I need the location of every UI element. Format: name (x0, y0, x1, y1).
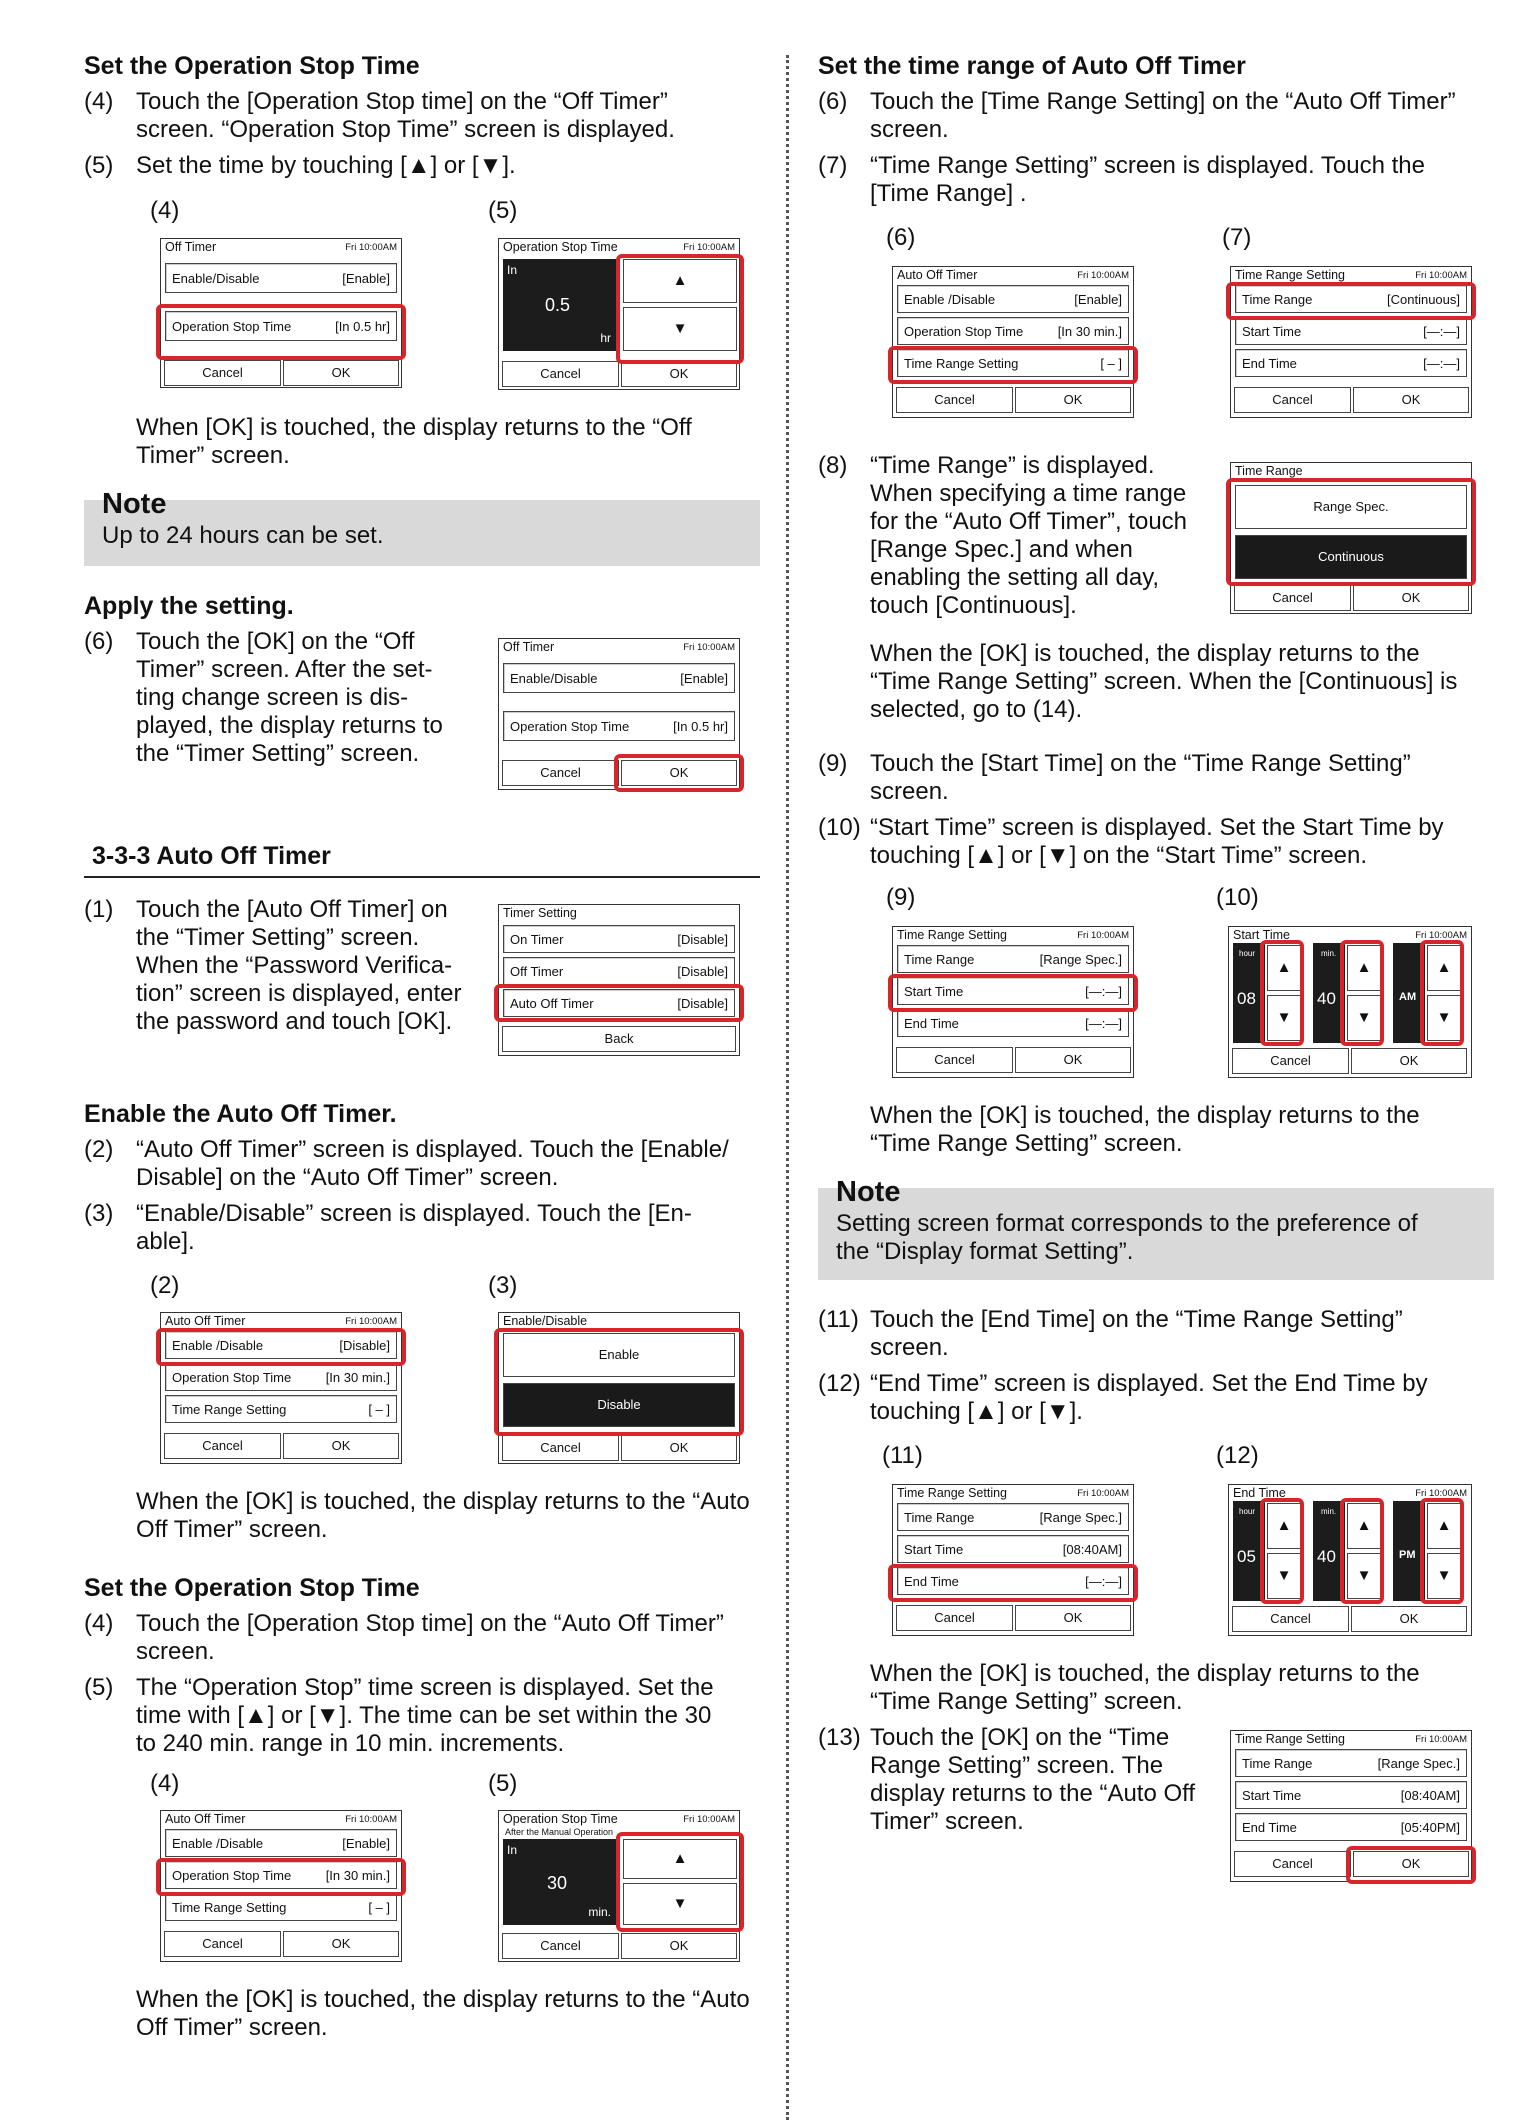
step-1: (1) Touch the [Auto Off Timer] on the “Timer Setting” screen. When the “Password Verifica- tion” screen is displayed, enter the password and touch [OK]. (84, 896, 462, 1035)
figure-label: (3) (488, 1272, 518, 1299)
disable-option[interactable]: Disable (503, 1383, 735, 1427)
value-text: 0.5 (545, 295, 571, 315)
value-text: 30 (547, 1873, 568, 1893)
step-text: Set the time by touching [▲] or [▼]. (136, 152, 516, 179)
section-rule (84, 876, 760, 878)
time-range-row[interactable]: Time Range [Continuous] (1235, 285, 1467, 313)
ampm-up-button[interactable]: ▲ (1427, 945, 1461, 991)
step-5b: (5) The “Operation Stop” time screen is displayed. Set the time with [▲] or [▼]. The time can be set within the 30 to 240 min. range in 10 min. increments. (84, 1674, 714, 1757)
step-2: (2) “Auto Off Timer” screen is displayed. Touch the [Enable/ Disable] on the “Auto Off Timer” screen. (84, 1136, 729, 1191)
up-arrow-button[interactable]: ▲ (623, 259, 737, 303)
hour-up-button[interactable]: ▲ (1267, 945, 1301, 991)
enable-disable-row[interactable]: Enable /Disable [Enable] (897, 285, 1129, 313)
ok-button[interactable]: OK (1351, 1048, 1467, 1074)
cancel-button[interactable]: Cancel (502, 1933, 619, 1959)
auto-off-timer-screen: Auto Off Timer Fri 10:00AM Enable /Disable [Enable] Operation Stop Time [In 30 min.] Time Range Setting [ – ] Cancel OK (892, 266, 1134, 418)
hour-up-button[interactable]: ▲ (1267, 1503, 1301, 1549)
step-8: (8) “Time Range” is displayed. When specifying a time range for the “Auto Off Timer”, touch [Range Spec.] and when enabling the setting all day, touch [Continuous]. (818, 452, 1188, 619)
operation-stop-time-row[interactable]: Operation Stop Time [In 30 min.] (165, 1363, 397, 1391)
hour-down-button[interactable]: ▼ (1267, 995, 1301, 1041)
time-range-setting-screen: Time Range Setting Fri 10:00AM Time Range [Continuous] Start Time [—:—] End Time [—:—] Cancel OK (1230, 266, 1472, 418)
ok-button[interactable]: OK (621, 1933, 737, 1959)
return-note: When the [OK] is touched, the display returns to the “Time Range Setting” screen. (870, 1102, 1420, 1157)
figure-label: (11) (882, 1442, 923, 1469)
return-note: When the [OK] is touched, the display returns to the “Auto Off Timer” screen. (136, 1488, 750, 1543)
cancel-button[interactable]: Cancel (1232, 1048, 1349, 1074)
note-box (84, 488, 760, 566)
start-time-row[interactable]: Start Time [—:—] (1235, 317, 1467, 345)
start-time-row[interactable]: Start Time [08:40AM] (1235, 1781, 1467, 1809)
minute-down-button[interactable]: ▼ (1347, 1553, 1381, 1599)
time-range-setting-screen: Time Range Setting Fri 10:00AM Time Range [Range Spec.] Start Time [08:40AM] End Time [05:40PM] Cancel OK (1230, 1730, 1472, 1882)
off-timer-screen (160, 238, 402, 388)
enable-option[interactable]: Enable (503, 1333, 735, 1377)
return-note: When [OK] is touched, the display returns to the “Off Timer” screen. (136, 414, 692, 469)
auto-off-timer-row[interactable]: Auto Off Timer [Disable] (503, 989, 735, 1017)
cancel-button[interactable]: Cancel (896, 1047, 1013, 1073)
step-6: (6) Touch the [OK] on the “Off Timer” screen. After the set- ting change screen is dis- played, the display returns to the “Timer Setting” screen. (84, 628, 443, 767)
step-9: (9) Touch the [Start Time] on the “Time Range Setting” screen. (818, 750, 1411, 805)
figure-label: (5) (488, 197, 518, 224)
ok-button[interactable]: OK (621, 760, 737, 786)
step-11: (11) Touch the [End Time] on the “Time Range Setting” screen. (818, 1306, 1403, 1361)
start-time-screen: Start Time Fri 10:00AM hour 08 ▲ ▼ min. 40 ▲ ▼ AM ▲ ▼ Cancel OK (1228, 926, 1472, 1078)
step-6-right: (6) Touch the [Time Range Setting] on the “Auto Off Timer” screen. (818, 88, 1456, 143)
heading-set-operation-stop-time: Set the Operation Stop Time (84, 52, 420, 80)
end-time-row[interactable]: End Time [05:40PM] (1235, 1813, 1467, 1841)
ok-button[interactable]: OK (283, 360, 399, 386)
column-divider (786, 55, 789, 2120)
time-range-row[interactable]: Time Range [Range Spec.] (897, 945, 1129, 973)
ok-button[interactable]: OK (1353, 1851, 1469, 1877)
screen-title: Off Timer (165, 240, 217, 254)
ampm-down-button[interactable]: ▼ (1427, 1553, 1461, 1599)
time-range-screen: Time Range Range Spec. Continuous Cancel OK (1230, 462, 1472, 614)
step-3: (3) “Enable/Disable” screen is displayed. Touch the [En- able]. (84, 1200, 692, 1255)
step-number: (4) (84, 88, 114, 115)
step-5 (84, 152, 724, 180)
step-number: (5) (84, 152, 114, 179)
ampm-down-button[interactable]: ▼ (1427, 995, 1461, 1041)
end-time-row[interactable]: End Time [—:—] (897, 1009, 1129, 1037)
return-note: When the [OK] is touched, the display returns to the “Time Range Setting” screen. When the [Continuous] is selected, go to (14). (870, 640, 1458, 723)
cancel-button[interactable]: Cancel (164, 360, 281, 386)
range-spec-option[interactable]: Range Spec. (1235, 485, 1467, 529)
minute-down-button[interactable]: ▼ (1347, 995, 1381, 1041)
enable-disable-row[interactable]: Enable/Disable [Enable] (503, 663, 735, 693)
note-body: Up to 24 hours can be set. (102, 522, 384, 549)
enable-disable-row[interactable]: Enable /Disable [Disable] (165, 1331, 397, 1359)
time-range-setting-row[interactable]: Time Range Setting [ – ] (165, 1395, 397, 1423)
enable-disable-row[interactable]: Enable/Disable [Enable] (165, 263, 397, 293)
ok-button[interactable]: OK (1353, 387, 1469, 413)
down-arrow-button[interactable]: ▼ (623, 1883, 737, 1925)
screen-clock: Fri 10:00AM (345, 242, 397, 253)
off-timer-row[interactable]: Off Timer [Disable] (503, 957, 735, 985)
ok-button[interactable]: OK (621, 1435, 737, 1461)
heading-enable-auto-off-timer: Enable the Auto Off Timer. (84, 1100, 397, 1128)
heading-set-operation-stop-time-2: Set the Operation Stop Time (84, 1574, 420, 1602)
time-range-setting-screen: Time Range Setting Fri 10:00AM Time Range [Range Spec.] Start Time [—:—] End Time [—:—] Cancel OK (892, 926, 1134, 1078)
ok-button[interactable]: OK (1353, 585, 1469, 611)
step-13: (13) Touch the [OK] on the “Time Range Setting” screen. The display returns to the “Auto Off Timer” screen. (818, 1724, 1196, 1835)
ampm-display: PM (1393, 1501, 1425, 1601)
minute-display: min. 40 (1313, 943, 1345, 1043)
section-title: 3-3-3 Auto Off Timer (92, 842, 331, 870)
enable-disable-screen: Enable/Disable Enable Disable Cancel OK (498, 1312, 740, 1464)
timer-setting-screen: Timer Setting On Timer [Disable] Off Timer [Disable] Auto Off Timer [Disable] Back (498, 904, 740, 1056)
ampm-up-button[interactable]: ▲ (1427, 1503, 1461, 1549)
step-4b: (4) Touch the [Operation Stop time] on the “Auto Off Timer” screen. (84, 1610, 724, 1665)
note-body: Setting screen format corresponds to the preference of (836, 1210, 1418, 1237)
off-timer-screen: Off Timer Fri 10:00AM Enable/Disable [Enable] Operation Stop Time [In 0.5 hr] Cancel OK (498, 638, 740, 790)
ok-button[interactable]: OK (1015, 1605, 1131, 1631)
figure-label: (7) (1222, 224, 1252, 251)
operation-stop-time-row[interactable]: Operation Stop Time [In 30 min.] (165, 1861, 397, 1889)
auto-off-timer-screen: Auto Off Timer Fri 10:00AM Enable /Disable [Enable] Operation Stop Time [In 30 min.] Time Range Setting [ – ] Cancel OK (160, 1810, 402, 1962)
operation-stop-time-screen: Operation Stop Time Fri 10:00AM After the Manual Operation In 30 min. ▲ ▼ Cancel OK (498, 1810, 740, 1962)
end-time-row[interactable]: End Time [—:—] (1235, 349, 1467, 377)
start-time-row[interactable]: Start Time [—:—] (897, 977, 1129, 1005)
end-time-screen: End Time Fri 10:00AM hour 05 ▲ ▼ min. 40 ▲ ▼ PM ▲ ▼ Cancel OK (1228, 1484, 1472, 1636)
start-time-row[interactable]: Start Time [08:40AM] (897, 1535, 1129, 1563)
cancel-button[interactable]: Cancel (1234, 1851, 1351, 1877)
sub-title: After the Manual Operation (505, 1827, 614, 1837)
hour-display: hour 05 (1233, 1501, 1265, 1601)
cancel-button[interactable]: Cancel (164, 1433, 281, 1459)
figure-label: (9) (886, 884, 916, 911)
back-button[interactable]: Back (502, 1026, 736, 1052)
time-range-row[interactable]: Time Range [Range Spec.] (1235, 1749, 1467, 1777)
ok-button[interactable]: OK (1015, 387, 1131, 413)
figure-label: (2) (150, 1272, 180, 1299)
note-body: the “Display format Setting”. (836, 1238, 1134, 1265)
auto-off-timer-screen: Auto Off Timer Fri 10:00AM Enable /Disable [Disable] Operation Stop Time [In 30 min.] Time Range Setting [ – ] Cancel OK (160, 1312, 402, 1464)
minute-up-button[interactable]: ▲ (1347, 945, 1381, 991)
step-12: (12) “End Time” screen is displayed. Set the End Time by touching [▲] or [▼]. (818, 1370, 1428, 1425)
heading-time-range: Set the time range of Auto Off Timer (818, 52, 1246, 80)
heading-apply-setting: Apply the setting. (84, 592, 294, 620)
note-title: Note (836, 1176, 901, 1208)
cancel-button[interactable]: Cancel (502, 1435, 619, 1461)
cancel-button[interactable]: Cancel (1234, 585, 1351, 611)
cancel-button[interactable]: Cancel (1232, 1606, 1349, 1632)
screen-title: Operation Stop Time (503, 240, 618, 254)
operation-stop-time-row[interactable]: Operation Stop Time [In 0.5 hr] (165, 311, 397, 341)
operation-stop-time-row[interactable]: Operation Stop Time [In 30 min.] (897, 317, 1129, 345)
value-display: In 0.5 hr (503, 259, 617, 351)
step-text: screen. “Operation Stop Time” screen is displayed. (136, 116, 675, 143)
ampm-display: AM (1393, 943, 1425, 1043)
figure-label: (4) (150, 1770, 180, 1797)
hour-down-button[interactable]: ▼ (1267, 1553, 1301, 1599)
ok-button[interactable]: OK (1351, 1606, 1467, 1632)
minute-display: min. 40 (1313, 1501, 1345, 1601)
ok-button[interactable]: OK (621, 361, 737, 387)
time-range-setting-row[interactable]: Time Range Setting [ – ] (165, 1893, 397, 1921)
on-timer-row[interactable]: On Timer [Disable] (503, 925, 735, 953)
cancel-button[interactable]: Cancel (502, 760, 619, 786)
ok-button[interactable]: OK (1015, 1047, 1131, 1073)
up-arrow-button[interactable]: ▲ (623, 1839, 737, 1879)
step-text: Touch the [Operation Stop time] on the “Off Timer” (136, 88, 668, 115)
time-range-setting-screen: Time Range Setting Fri 10:00AM Time Range [Range Spec.] Start Time [08:40AM] End Time [—:—] Cancel OK (892, 1484, 1134, 1636)
cancel-button[interactable]: Cancel (1234, 387, 1351, 413)
time-range-setting-row[interactable]: Time Range Setting [ – ] (897, 349, 1129, 377)
figure-label: (4) (150, 197, 180, 224)
down-arrow-button[interactable]: ▼ (623, 307, 737, 351)
figure-label: (6) (886, 224, 916, 251)
enable-disable-row[interactable]: Enable /Disable [Enable] (165, 1829, 397, 1857)
return-note: When the [OK] is touched, the display returns to the “Auto Off Timer” screen. (136, 1986, 750, 2041)
return-note: When the [OK] is touched, the display returns to the “Time Range Setting” screen. (870, 1660, 1420, 1715)
figure-label: (12) (1216, 1442, 1259, 1469)
end-time-row[interactable]: End Time [—:—] (897, 1567, 1129, 1595)
step-10: (10) “Start Time” screen is displayed. Set the Start Time by touching [▲] or [▼] on the “Start Time” screen. (818, 814, 1444, 869)
value-display: In 30 min. (503, 1839, 617, 1925)
cancel-button[interactable]: Cancel (896, 1605, 1013, 1631)
continuous-option[interactable]: Continuous (1235, 535, 1467, 579)
ok-button[interactable]: OK (283, 1433, 399, 1459)
note-box (818, 1176, 1494, 1280)
ok-button[interactable]: OK (283, 1931, 399, 1957)
cancel-button[interactable]: Cancel (502, 361, 619, 387)
step-7: (7) “Time Range Setting” screen is displayed. Touch the [Time Range] . (818, 152, 1425, 207)
cancel-button[interactable]: Cancel (896, 387, 1013, 413)
operation-stop-time-row[interactable]: Operation Stop Time [In 0.5 hr] (503, 711, 735, 741)
figure-label: (10) (1216, 884, 1259, 911)
operation-stop-time-screen (498, 238, 740, 390)
time-range-row[interactable]: Time Range [Range Spec.] (897, 1503, 1129, 1531)
note-title: Note (102, 488, 167, 520)
step-4 (84, 88, 724, 144)
hour-display: hour 08 (1233, 943, 1265, 1043)
screen-clock: Fri 10:00AM (683, 242, 735, 253)
figure-label: (5) (488, 1770, 518, 1797)
minute-up-button[interactable]: ▲ (1347, 1503, 1381, 1549)
cancel-button[interactable]: Cancel (164, 1931, 281, 1957)
